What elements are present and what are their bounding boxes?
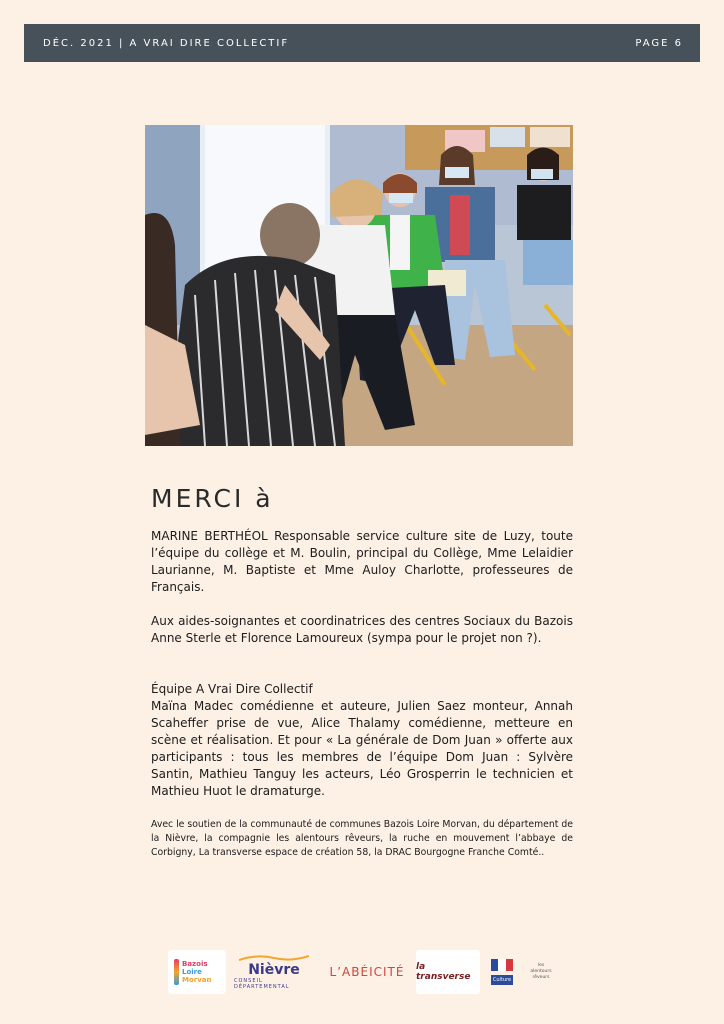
transverse-logo bbox=[416, 950, 480, 994]
support-notice: Avec le soutien de la communauté de communes Bazois Loire Morvan, du département de la Nièvre, la compagnie les alentours rêveurs, la ruche en mouvement l’abbaye de Corbigny, La transverse espace de création 58, la DRAC Bourgogne Franche Comté.. bbox=[151, 819, 573, 858]
thanks-title: MERCI à bbox=[151, 484, 274, 513]
bazois-logo-line-1: Bazois bbox=[182, 960, 208, 968]
culture-logo-text: Culture bbox=[492, 977, 512, 983]
thanks-paragraph-team: Maïna Madec comédienne et auteure, Julien Saez monteur, Annah Scaheffer prise de vue, Alice Thalamy comédienne, metteure en scène et réalisation. Et pour « La générale de Dom Juan » offerte aux participants : tous les membres de l’équipe Dom Juan : Sylvère Santin, Mathieu Tanguy les acteurs, Léo Grosperrin le technicien et Mathieu Huot le dramaturge. bbox=[151, 699, 573, 798]
header-page-number: PAGE 6 bbox=[635, 37, 683, 49]
workshop-photo bbox=[145, 125, 573, 446]
bazois-logo-line-3: Morvan bbox=[182, 976, 212, 984]
header-issue: DÉC. 2021 | A VRAI DIRE COLLECTIF bbox=[43, 37, 290, 49]
alentours-reveurs-logo-text: les alentours rêveurs bbox=[530, 963, 552, 980]
bazois-logo-line-2: Loire bbox=[182, 968, 202, 976]
nievre-logo-name: Nièvre bbox=[248, 962, 300, 978]
thanks-paragraph-college: MARINE BERTHÉOL Responsable service culture site de Luzy, toute l’équipe du collège et M. Boulin, principal du Collège, Mme Lelaidier Laurianne, M. Baptiste et Mme Auloy Charlotte, professeures de Français. bbox=[151, 529, 573, 594]
laicite-logo bbox=[326, 950, 408, 994]
team-heading: Équipe A Vrai Dire Collectif bbox=[151, 682, 313, 696]
thanks-paragraph-social-centers: Aux aides-soignantes et coordinatrices des centres Sociaux du Bazois Anne Sterle et Florence Lamoureux (sympa pour le projet non ?). bbox=[151, 614, 573, 645]
workshop-photo-illustration bbox=[145, 125, 573, 446]
nievre-wave-icon bbox=[239, 954, 309, 962]
bazois-loire-morvan-logo bbox=[168, 950, 226, 994]
nievre-logo bbox=[234, 950, 314, 994]
republique-francaise-logo bbox=[490, 950, 514, 994]
transverse-logo-text: la transverse bbox=[416, 962, 471, 982]
nievre-logo-sub: CONSEIL DÉPARTEMENTAL bbox=[234, 978, 290, 990]
alentours-reveurs-logo bbox=[528, 950, 554, 994]
page-header bbox=[24, 24, 700, 62]
bazois-logo-mark bbox=[174, 959, 179, 985]
laicite-logo-text: L’ABÉICITÉ bbox=[329, 965, 405, 979]
partner-logos bbox=[168, 950, 558, 994]
french-flag-icon bbox=[491, 959, 513, 971]
